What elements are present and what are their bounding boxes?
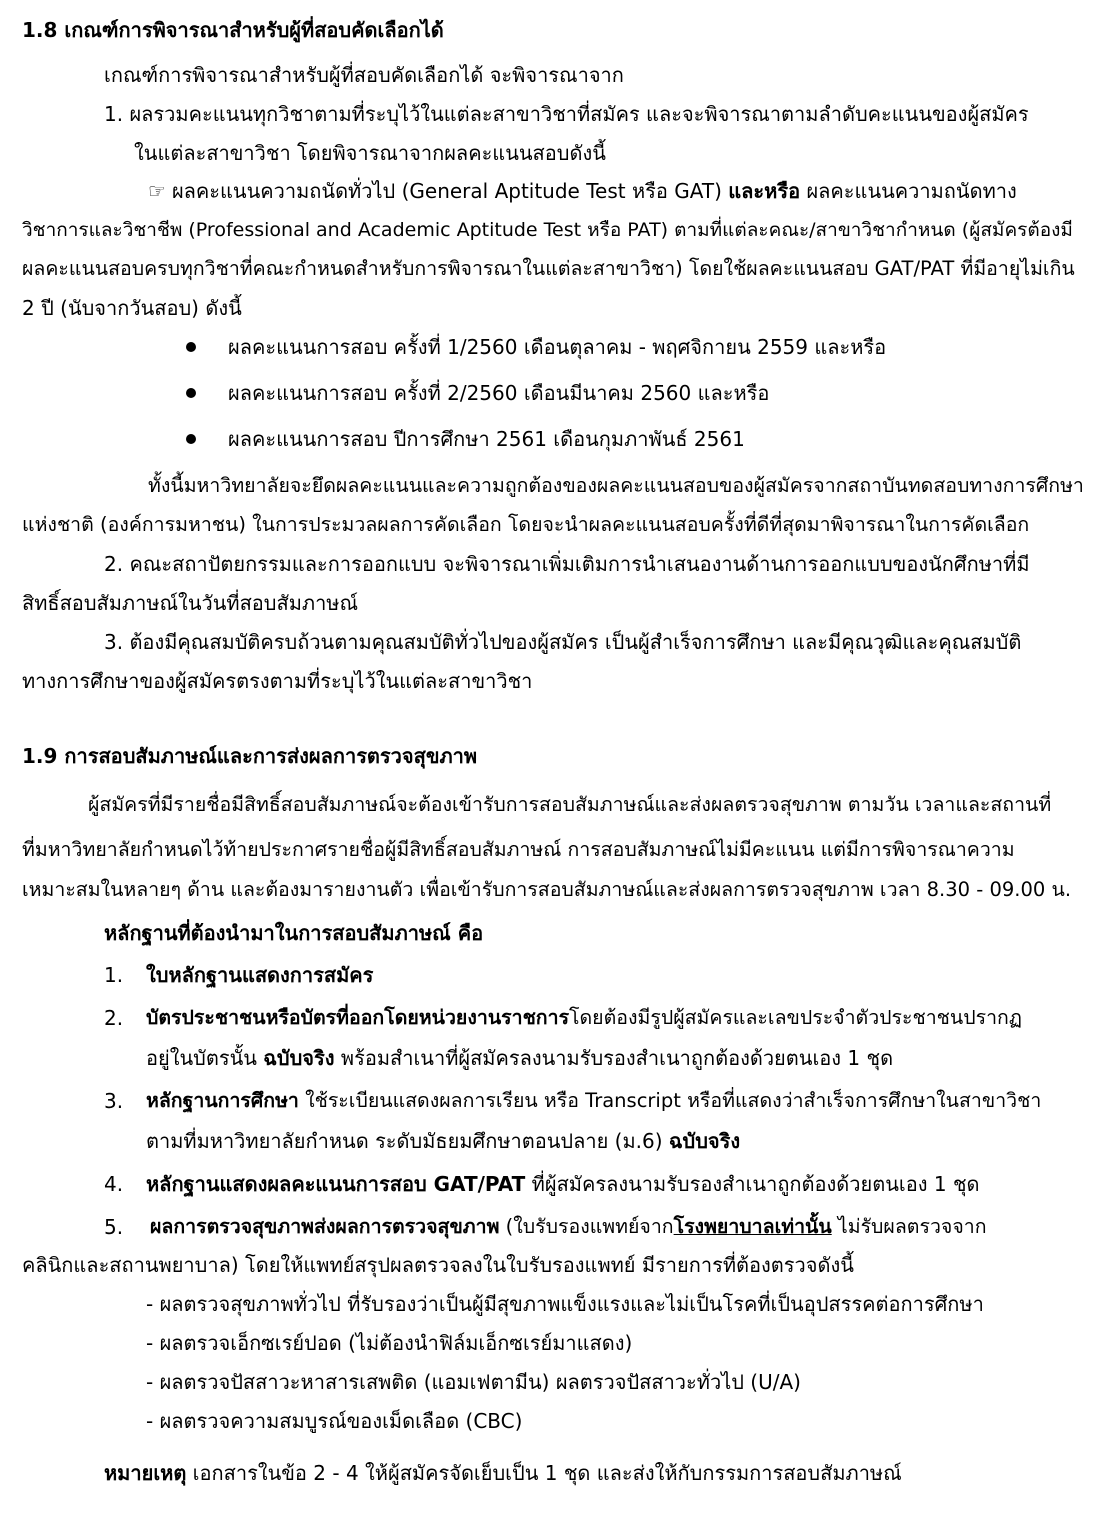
- evidence-1: ใบหลักฐานแสดงการสมัคร: [146, 963, 374, 987]
- evidence-5-number: 5.: [104, 1215, 124, 1239]
- health-check-item: - ผลตรวจเอ็กซเรย์ปอด (ไม่ต้องนำฟิล์มเอ็กซเรย์มาแสดง): [146, 1331, 633, 1355]
- gat-and-or: และหรือ: [728, 179, 801, 203]
- note-line-1: ทั้งนี้มหาวิทยาลัยจะยึดผลคะแนนและความถูกต้องของผลคะแนนสอบของผู้สมัครจากสถาบันทดสอบทางการศึกษา: [148, 474, 1084, 497]
- evidence-3-number: 3.: [104, 1089, 124, 1113]
- section-heading-1-8: 1.8 เกณฑ์การพิจารณาสำหรับผู้ที่สอบคัดเลือกได้: [22, 18, 444, 42]
- evidence-2-number: 2.: [104, 1006, 124, 1030]
- evidence-4-title: หลักฐานแสดงผลคะแนนการสอบ GAT/PAT: [146, 1172, 526, 1196]
- exam-round-2: ผลคะแนนการสอบ ครั้งที่ 2/2560 เดือนมีนาคม 2560 และหรือ: [228, 381, 770, 405]
- evidence-4-detail: ที่ผู้สมัครลงนามรับรองสำเนาถูกต้องด้วยตนเอง 1 ชุด: [525, 1172, 980, 1196]
- hospital-only-label: โรงพยาบาลเท่านั้น: [673, 1215, 832, 1238]
- gat-text-b: ผลคะแนนความถนัดทาง: [800, 179, 1017, 203]
- exam-round-3: ผลคะแนนการสอบ ปีการศึกษา 2561 เดือนกุมภาพันธ์ 2561: [228, 427, 745, 451]
- note-line-2: แห่งชาติ (องค์การมหาชน) ในการประมวลผลการคัดเลือก โดยจะนำผลคะแนนสอบครั้งที่ดีที่สุดมาพิจารณาในการคัดเลือก: [22, 513, 1030, 536]
- evidence-4-number: 4.: [104, 1172, 124, 1196]
- evidence-3-detail: ใช้ระเบียนแสดงผลการเรียน หรือ Transcript หรือที่แสดงว่าสำเร็จการศึกษาในสาขาวิชา: [298, 1089, 1042, 1112]
- evidence-2-text-b: พร้อมสำเนาที่ผู้สมัครลงนามรับรองสำเนาถูกต้องด้วยตนเอง 1 ชุด: [334, 1046, 894, 1070]
- health-check-item: - ผลตรวจความสมบูรณ์ของเม็ดเลือด (CBC): [146, 1409, 523, 1433]
- evidence-5-title: ผลการตรวจสุขภาพส่งผลการตรวจสุขภาพ: [150, 1215, 500, 1238]
- bullet-dot: [186, 434, 196, 444]
- bullet-dot: [186, 388, 196, 398]
- evidence-1-number: 1.: [104, 963, 124, 987]
- section-heading-1-9: 1.9 การสอบสัมภาษณ์และการส่งผลการตรวจสุขภาพ: [22, 744, 478, 768]
- criteria-item-2-line-2: สิทธิ์สอบสัมภาษณ์ในวันที่สอบสัมภาษณ์: [22, 591, 359, 615]
- gat-line-2: วิชาการและวิชาชีพ (Professional and Academic Aptitude Test หรือ PAT) ตามที่แต่ละคณะ/สาขาวิชากำหนด (ผู้สมัครต้องมี: [22, 219, 1073, 241]
- evidence-3-title: หลักฐานการศึกษา: [146, 1089, 299, 1112]
- remark-line: [104, 1459, 902, 1487]
- interview-para-line-3: เหมาะสมในหลายๆ ด้าน และต้องมารายงานตัว เพื่อเข้ารับการสอบสัมภาษณ์และส่งผลการตรวจสุขภาพ เวลา 8.30 - 09.00 น.: [22, 878, 1072, 901]
- health-check-item: - ผลตรวจปัสสาวะหาสารเสพติด (แอมเฟตามีน) ผลตรวจปัสสาวะทั่วไป (U/A): [146, 1370, 801, 1394]
- evidence-2-line-2: [146, 1044, 893, 1072]
- evidence-3-line-2: [146, 1127, 740, 1155]
- evidence-2-detail: โดยต้องมีรูปผู้สมัครและเลขประจำตัวประชาชนปรากฏ: [569, 1006, 1022, 1029]
- health-check-item: - ผลตรวจสุขภาพทั่วไป ที่รับรองว่าเป็นผู้มีสุขภาพแข็งแรงและไม่เป็นโรคที่เป็นอุปสรรคต่อการศึกษา: [146, 1292, 984, 1316]
- pointing-hand-icon: ☞: [148, 179, 166, 203]
- interview-para-line-2: ที่มหาวิทยาลัยกำหนดไว้ท้ายประกาศรายชื่อผู้มีสิทธิ์สอบสัมภาษณ์ การสอบสัมภาษณ์ไม่มีคะแนน แต่มีการพิจารณาความ: [22, 838, 1015, 861]
- gat-line-4: 2 ปี (นับจากวันสอบ) ดังนี้: [22, 296, 242, 320]
- remark-label: หมายเหตุ: [104, 1461, 187, 1485]
- evidence-4-line: [146, 1170, 980, 1198]
- original-copy-label: ฉบับจริง: [668, 1129, 741, 1153]
- evidence-3-text-a: ตามที่มหาวิทยาลัยกำหนด ระดับมัธยมศึกษาตอนปลาย (ม.6): [146, 1129, 669, 1153]
- remark-text: เอกสารในข้อ 2 - 4 ให้ผู้สมัครจัดเย็บเป็น 1 ชุด และส่งให้กับกรรมการสอบสัมภาษณ์: [186, 1461, 902, 1485]
- gat-text-a: ผลคะแนนความถนัดทั่วไป (General Aptitude Test หรือ GAT): [171, 179, 729, 203]
- gat-line-3: ผลคะแนนสอบครบทุกวิชาที่คณะกำหนดสำหรับการพิจารณาในแต่ละสาขาวิชา) โดยใช้ผลคะแนนสอบ GAT/PAT ที่มีอายุไม่เกิน: [22, 257, 1075, 280]
- exam-round-1: ผลคะแนนการสอบ ครั้งที่ 1/2560 เดือนตุลาคม - พฤศจิกายน 2559 และหรือ: [228, 335, 887, 359]
- criteria-intro: เกณฑ์การพิจารณาสำหรับผู้ที่สอบคัดเลือกได้ จะพิจารณาจาก: [104, 63, 624, 87]
- gat-line-1: [148, 177, 1017, 205]
- criteria-item-1-line-2: ในแต่ละสาขาวิชา โดยพิจารณาจากผลคะแนนสอบดังนี้: [134, 141, 606, 165]
- criteria-item-2-line-1: 2. คณะสถาปัตยกรรมและการออกแบบ จะพิจารณาเพิ่มเติมการนำเสนองานด้านการออกแบบของนักศึกษาที่มี: [104, 552, 1030, 576]
- criteria-item-1-line-1: 1. ผลรวมคะแนนทุกวิชาตามที่ระบุไว้ในแต่ละสาขาวิชาที่สมัคร และจะพิจารณาตามลำดับคะแนนของผู้สมัคร: [104, 102, 1029, 126]
- interview-para-line-1: ผู้สมัครที่มีรายชื่อมีสิทธิ์สอบสัมภาษณ์จะต้องเข้ารับการสอบสัมภาษณ์และส่งผลตรวจสุขภาพ ตามวัน เวลาและสถานที่: [88, 793, 1052, 816]
- criteria-item-3-line-2: ทางการศึกษาของผู้สมัครตรงตามที่ระบุไว้ในแต่ละสาขาวิชา: [22, 669, 533, 693]
- evidence-3-line-1: [146, 1087, 1041, 1115]
- evidence-2-text-a: อยู่ในบัตรนั้น: [146, 1046, 264, 1070]
- evidence-5-text-b: ไม่รับผลตรวจจาก: [831, 1215, 987, 1238]
- evidence-2-line-1: [146, 1004, 1022, 1032]
- bullet-dot: [186, 342, 196, 352]
- evidence-5-text-a: (ใบรับรองแพทย์จาก: [499, 1215, 674, 1238]
- evidence-2-title: บัตรประชาชนหรือบัตรที่ออกโดยหน่วยงานราชการ: [146, 1006, 570, 1029]
- evidence-5-line-2: คลินิกและสถานพยาบาล) โดยให้แพทย์สรุปผลตรวจลงในใบรับรองแพทย์ มีรายการที่ต้องตรวจดังนี้: [22, 1253, 854, 1277]
- criteria-item-3-line-1: 3. ต้องมีคุณสมบัติครบถ้วนตามคุณสมบัติทั่วไปของผู้สมัคร เป็นผู้สำเร็จการศึกษา และมีคุณวุฒิและคุณสมบัติ: [104, 630, 1022, 654]
- evidence-5-line-1: [150, 1213, 987, 1241]
- original-copy-label: ฉบับจริง: [263, 1046, 335, 1070]
- evidence-heading: หลักฐานที่ต้องนำมาในการสอบสัมภาษณ์ คือ: [104, 921, 484, 945]
